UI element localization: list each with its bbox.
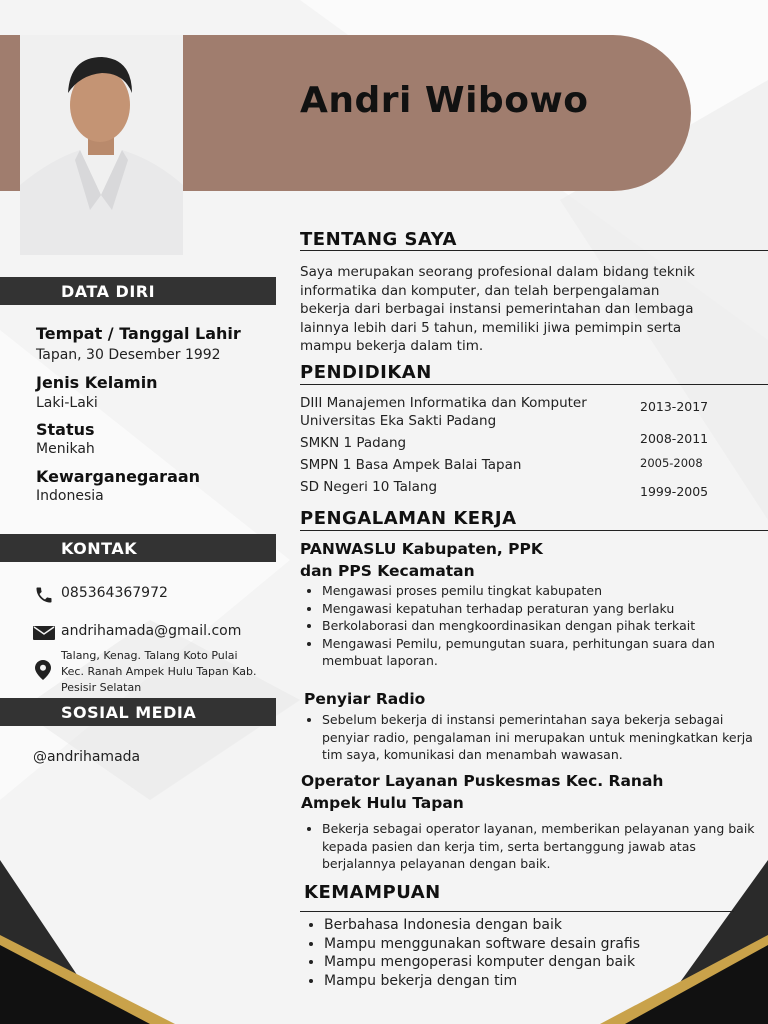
phone-icon xyxy=(34,585,54,605)
social-handle[interactable]: @andrihamada xyxy=(33,749,141,765)
field-label-birth: Tempat / Tanggal Lahir xyxy=(36,324,241,343)
education-title: PENDIDIKAN xyxy=(300,362,432,383)
skills-list xyxy=(300,916,764,990)
job-title-line: Operator Layanan Puskesmas Kec. Ranah xyxy=(301,772,664,790)
job-bullet: • Mengawasi proses pemilu tingkat kabupaten xyxy=(322,582,722,600)
about-line: bekerja dari berbagai instansi pemerintahan dan lembaga xyxy=(300,301,694,317)
education-years: 2008-2011 xyxy=(640,431,709,446)
about-text xyxy=(300,263,740,356)
data-diri-header: DATA DIRI xyxy=(0,277,276,305)
job-title: Penyiar Radio xyxy=(304,690,426,708)
address xyxy=(61,648,281,696)
job-bullets xyxy=(300,820,768,873)
education-item: SD Negeri 10 Talang xyxy=(300,479,438,495)
job-bullets xyxy=(300,582,722,670)
experience-title: PENGALAMAN KERJA xyxy=(300,508,517,529)
education-item: SMPN 1 Basa Ampek Balai Tapan xyxy=(300,457,522,473)
field-label-gender: Jenis Kelamin xyxy=(36,373,158,392)
about-line: mampu bekerja dalam tim. xyxy=(300,338,484,354)
education-years: 2005-2008 xyxy=(640,456,703,470)
full-name: Andri Wibowo xyxy=(300,80,589,121)
education-years: 1999-2005 xyxy=(640,484,709,499)
field-label-citizenship: Kewarganegaraan xyxy=(36,467,201,486)
about-line: lainnya lebih dari 5 tahun, memiliki jiwa pemimpin serta xyxy=(300,319,682,336)
job-bullet: • Mengawasi Pemilu, pemungutan suara, perhitungan suara dan membuat laporan. xyxy=(322,635,722,670)
job-title-line: Ampek Hulu Tapan xyxy=(301,794,464,812)
about-line: Saya merupakan seorang profesional dalam bidang teknik xyxy=(300,264,695,280)
sosial-media-header: SOSIAL MEDIA xyxy=(0,698,276,726)
skills-divider xyxy=(300,911,734,912)
job-bullet: • Mengawasi kepatuhan terhadap peraturan yang berlaku xyxy=(322,600,722,618)
email-address[interactable]: andrihamada@gmail.com xyxy=(61,623,242,639)
mail-icon xyxy=(33,626,55,640)
address-line: Talang, Kenag. Talang Koto Pulai xyxy=(61,649,238,662)
education-item xyxy=(300,394,587,430)
field-label-status: Status xyxy=(36,420,95,439)
about-line: informatika dan komputer, dan telah berpengalaman xyxy=(300,282,660,299)
skill-item: • Mampu mengoperasi komputer dengan baik xyxy=(324,953,764,972)
skill-item: • Mampu bekerja dengan tim xyxy=(324,972,764,991)
education-years: 2013-2017 xyxy=(640,399,709,414)
address-line: Kec. Ranah Ampek Hulu Tapan Kab. xyxy=(61,665,257,678)
address-line: Pesisir Selatan xyxy=(61,681,142,694)
phone-number[interactable]: 085364367972 xyxy=(61,585,168,601)
field-value-birth: Tapan, 30 Desember 1992 xyxy=(36,347,221,363)
job-bullet: • Bekerja sebagai operator layanan, memberikan pelayanan yang baik kepada pasien dan kerja tim, serta bertanggung jawab atas berjalannya pelayanan dengan baik. xyxy=(322,820,768,873)
kontak-header: KONTAK xyxy=(0,534,276,562)
profile-photo xyxy=(20,35,183,255)
skill-item: • Berbahasa Indonesia dengan baik xyxy=(324,916,764,935)
job-bullet: • Sebelum bekerja di instansi pemerintahan saya bekerja sebagai penyiar radio, pengalaman ini merupakan untuk meningkatkan kerja tim saya, komunikasi dan menambah wawasan. xyxy=(322,711,768,764)
job-title-line: PANWASLU Kabupaten, PPK xyxy=(300,540,543,558)
field-value-gender: Laki-Laki xyxy=(36,395,98,411)
job-title xyxy=(300,538,543,582)
about-title: TENTANG SAYA xyxy=(300,229,457,250)
location-pin-icon xyxy=(35,660,51,680)
education-item: SMKN 1 Padang xyxy=(300,435,407,451)
job-title xyxy=(301,770,663,814)
field-value-status: Menikah xyxy=(36,441,95,457)
skill-item: • Mampu menggunakan software desain grafis xyxy=(324,935,764,954)
job-title-line: dan PPS Kecamatan xyxy=(300,562,475,580)
education-degree: DIII Manajemen Informatika dan Komputer xyxy=(300,395,587,411)
job-bullets xyxy=(300,711,768,764)
education-divider xyxy=(300,384,768,385)
about-divider xyxy=(300,250,768,251)
job-bullet: • Berkolaborasi dan mengkoordinasikan dengan pihak terkait xyxy=(322,617,722,635)
education-school: Universitas Eka Sakti Padang xyxy=(300,413,497,429)
skills-title: KEMAMPUAN xyxy=(304,882,441,903)
experience-divider xyxy=(300,530,768,531)
field-value-citizenship: Indonesia xyxy=(36,488,104,504)
